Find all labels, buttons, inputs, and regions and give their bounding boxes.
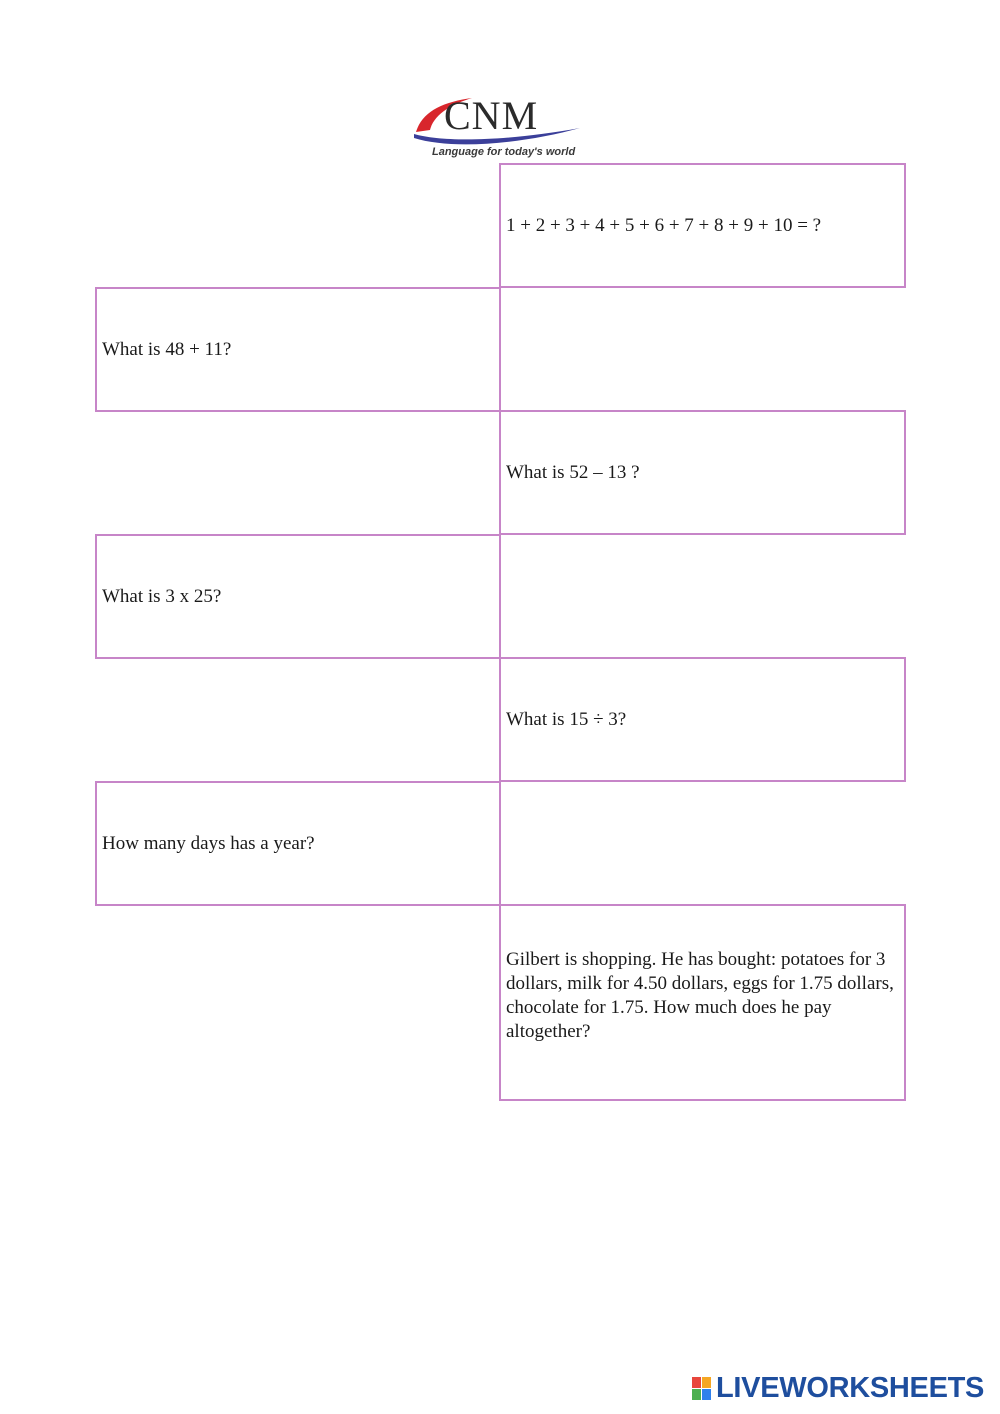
square-green: [692, 1389, 701, 1400]
cnm-logo: [412, 94, 592, 164]
card-text: How many days has a year?: [102, 832, 315, 854]
card-text: What is 52 – 13 ?: [506, 461, 640, 483]
logo-tagline: Language for today's world: [432, 146, 576, 158]
card-shopping-problem[interactable]: [499, 904, 906, 1101]
liveworksheets-logo: [692, 1374, 992, 1404]
card-text: What is 15 ÷ 3?: [506, 708, 627, 730]
square-red: [692, 1377, 701, 1388]
logo-wordmark: CNM: [444, 93, 539, 138]
card-sum-one-to-ten[interactable]: [499, 163, 906, 288]
card-text: What is 48 + 11?: [102, 338, 232, 360]
card-text: What is 3 x 25?: [102, 585, 222, 607]
card-multiplication[interactable]: [95, 534, 501, 659]
card-days-in-year[interactable]: [95, 781, 501, 906]
square-blue: [702, 1389, 711, 1400]
footer-brand: LIVEWORKSHEETS: [716, 1372, 985, 1404]
card-addition[interactable]: [95, 287, 501, 412]
card-division[interactable]: [499, 657, 906, 782]
card-subtraction[interactable]: [499, 410, 906, 535]
card-text: Gilbert is shopping. He has bought: potatoes for 3 dollars, milk for 4.50 dollars, eggs for 1.75 dollars, chocolate for 1.75. How much does he pay altogether?: [506, 949, 894, 1042]
card-text: 1 + 2 + 3 + 4 + 5 + 6 + 7 + 8 + 9 + 10 = ?: [506, 214, 822, 236]
liveworksheets-icon: [692, 1377, 712, 1401]
square-orange: [702, 1377, 711, 1388]
